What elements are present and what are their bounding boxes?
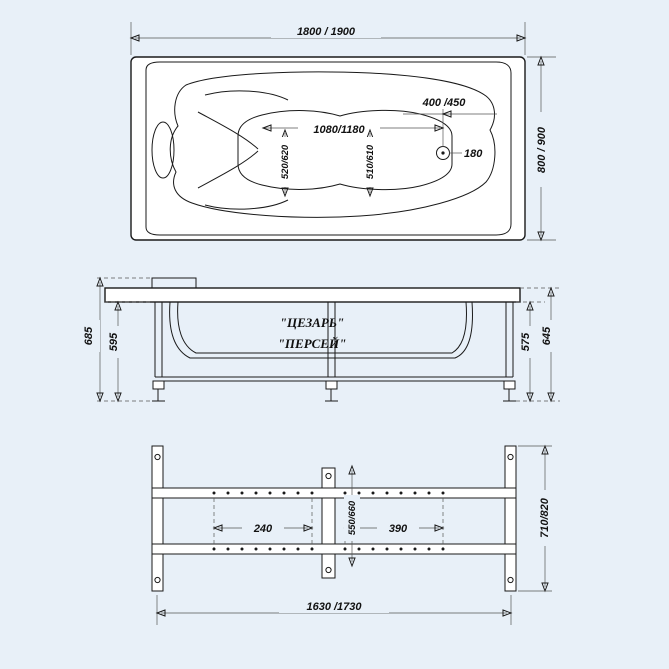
frame-post-right [505, 446, 516, 591]
bath-rim-front [105, 288, 520, 302]
drain-center-dot [441, 151, 444, 154]
dim-inner-left-width: 520/620 [280, 144, 291, 180]
front-view [83, 278, 560, 401]
frame-post-left [152, 446, 163, 591]
dim-drain-diameter: 180 [464, 148, 483, 160]
bath-head-step [152, 278, 196, 288]
dim-overall-width: 800 / 900 [536, 127, 548, 173]
model-label-1: "ЦЕЗАРЬ" [279, 315, 345, 330]
dim-overall-height: 645 [541, 326, 553, 346]
frame-view [152, 446, 553, 625]
dim-left-span: 240 [253, 523, 273, 535]
dim-inner-right-width: 510/610 [365, 144, 376, 180]
dim-inner-depth: 575 [520, 332, 532, 352]
dim-frame-length: 1630 /1730 [306, 601, 362, 613]
dim-center-post: 550/660 [347, 500, 358, 536]
top-view [131, 22, 556, 240]
frame-rail-upper [152, 488, 516, 498]
front-foot-left [152, 381, 165, 401]
dim-frame-height: 710/820 [539, 498, 551, 538]
model-label-2: "ПЕРСЕЙ" [277, 336, 347, 351]
frame-post-center [322, 468, 335, 578]
dim-total-height: 685 [83, 326, 95, 346]
dim-right-span: 390 [388, 523, 408, 535]
dim-bowl-height: 595 [108, 332, 120, 352]
front-foot-center [325, 381, 338, 401]
dim-inner-length: 1080/1180 [313, 124, 365, 136]
dim-drain-offset: 400 /450 [422, 97, 466, 109]
front-foot-right [503, 381, 516, 401]
frame-rail-lower [152, 544, 516, 554]
dim-overall-length: 1800 / 1900 [296, 26, 356, 38]
